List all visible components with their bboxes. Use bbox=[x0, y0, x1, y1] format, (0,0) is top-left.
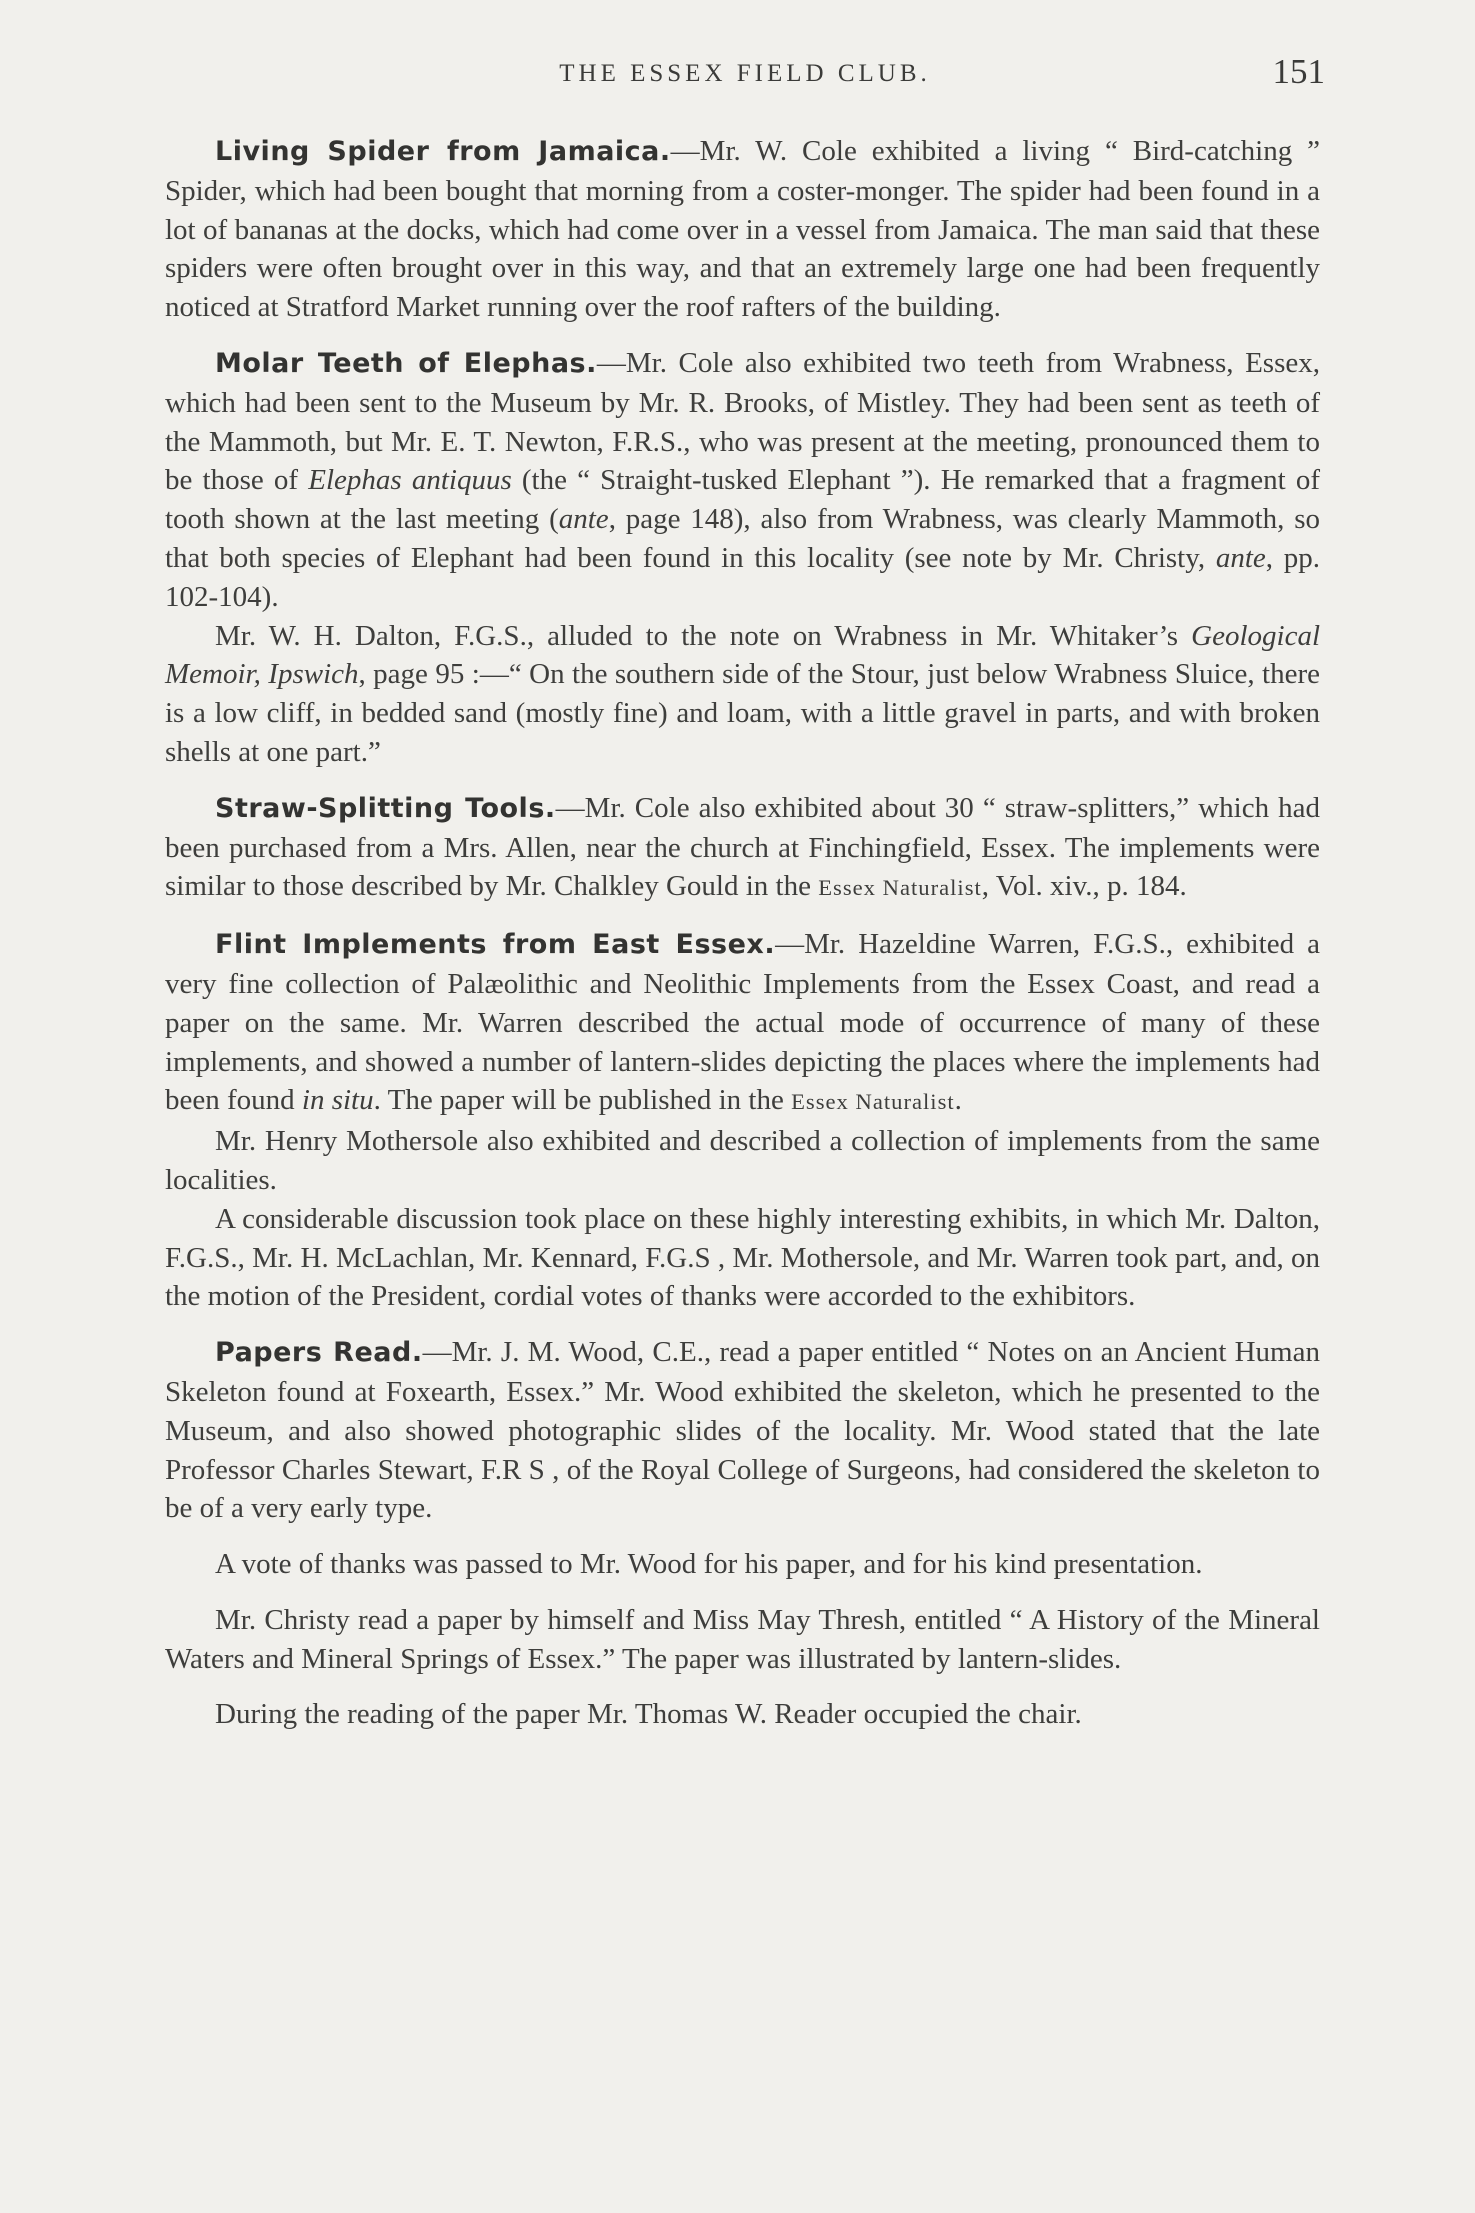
italic-text: ante bbox=[558, 503, 609, 536]
section-heading: Straw-Splitting Tools. bbox=[215, 792, 556, 824]
paragraph-vote-of-thanks: A vote of thanks was passed to Mr. Wood for his paper, and for his kind presentation. bbox=[215, 1548, 1203, 1581]
paragraph-chair: During the reading of the paper Mr. Thomas W. Reader occupied the chair. bbox=[215, 1698, 1082, 1731]
paragraph-text: , Vol. xiv., p. 184. bbox=[981, 870, 1187, 903]
paragraph-text: —Mr. Cole also exhibited two teeth from Wrabness, Essex, which had been sent to the Museum by Mr. R. Brooks, of Mistley. They had been sent as teeth of the Mammoth, but Mr. E. T. Newton, F.R.S., who was present at the meeting, pronounced them to be those of bbox=[165, 346, 1320, 497]
paragraph-text: . bbox=[954, 1084, 962, 1117]
paragraph-papers-read bbox=[165, 1333, 1320, 1528]
paragraph-text: . The paper will be published in the bbox=[373, 1084, 792, 1117]
body-text bbox=[165, 132, 1320, 1734]
paragraph-text: —Mr. W. Cole exhibited a living “ Bird-catching ” Spider, which had been bought that morning from a coster-monger. The spider had been found in a lot of bananas at the docks, which had come over in a vessel from Jamaica. The man said that these spiders were often brought over in this way, and that an extremely large one had been frequently noticed at Stratford Market running over the roof rafters of the building. bbox=[165, 135, 1320, 324]
section-heading: Papers Read. bbox=[215, 1337, 423, 1369]
paragraph-straw-splitting bbox=[165, 789, 1320, 908]
section-heading: Living Spider from Jamaica. bbox=[215, 136, 671, 167]
journal-name: Essex Naturalist bbox=[818, 875, 982, 901]
running-head bbox=[165, 52, 1325, 96]
paragraph-living-spider bbox=[165, 132, 1320, 327]
paragraph-mothersole: Mr. Henry Mothersole also exhibited and described a collection of implements from the same localities. bbox=[165, 1125, 1320, 1196]
italic-text: Elephas antiquus bbox=[308, 464, 512, 497]
paragraph-text: —Mr. Cole also exhibited about 30 “ straw-splitters,” which had been purchased from a Mrs. Allen, near the church at Finchingfield, Essex. The implements were similar to those described by Mr. Chalkley Gould in the bbox=[165, 791, 1320, 903]
paragraph-text: —Mr. J. M. Wood, C.E., read a paper entitled “ Notes on an Ancient Human Skeleton found at Foxearth, Essex.” Mr. Wood exhibited the skeleton, which he presented to the Museum, and also showed photographic slides of the locality. Mr. Wood stated that the late Professor Charles Stewart, F.R S , of the Royal College of Surgeons, had considered the skeleton to be of a very early type. bbox=[165, 1336, 1320, 1525]
running-title: THE ESSEX FIELD CLUB. bbox=[559, 60, 931, 87]
italic-text: ante bbox=[1215, 541, 1266, 574]
section-heading: Flint Implements from East Essex. bbox=[215, 929, 776, 961]
paragraph-christy-paper: Mr. Christy read a paper by himself and Miss May Thresh, entitled “ A History of the Mineral Waters and Mineral Springs of Essex.” The paper was illustrated by lantern-slides. bbox=[165, 1603, 1320, 1675]
paragraph-text: , pp. 102-104). bbox=[165, 541, 1320, 613]
section-heading: Molar Teeth of Elephas. bbox=[215, 347, 597, 379]
paragraph-text: Mr. W. H. Dalton, F.G.S., alluded to the note on Wrabness in Mr. Whitaker’s bbox=[215, 619, 1192, 652]
paragraph-text: —Mr. Hazeldine Warren, F.G.S., exhibited a very fine collection of Palæolithic and Neolithic Implements from the Essex Coast, and read a paper on the same. Mr. Warren described the actual mode of occurrence of many of these implements, and showed a number of lantern-slides depicting the places where the implements had been found bbox=[165, 928, 1321, 1117]
italic-text: in situ bbox=[301, 1084, 374, 1117]
italic-text: Geological Memoir, Ipswich bbox=[165, 619, 1320, 691]
paragraph-text: , page 148), also from Wrabness, was clearly Mammoth, so that both species of Elephant had been found in this locality (see note by Mr. Christy, bbox=[165, 503, 1320, 574]
paragraph-discussion: A considerable discussion took place on these highly interesting exhibits, in which Mr. Dalton, F.G.S., Mr. H. McLachlan, Mr. Kennard, F.G.S , Mr. Mothersole, and Mr. Warren took part, and, on the motion of the President, cordial votes of thanks were accorded to the exhibitors. bbox=[165, 1202, 1320, 1313]
paragraph-dalton bbox=[165, 617, 1320, 772]
paragraph-molar-teeth bbox=[165, 344, 1320, 617]
paragraph-flint-implements bbox=[165, 925, 1320, 1122]
paragraph-text: , page 95 :—“ On the southern side of the Stour, just below Wrabness Sluice, there is a low cliff, in bedded sand (mostly fine) and loam, with a little gravel in parts, and with broken shells at one part.” bbox=[165, 658, 1320, 768]
paragraph-text: (the “ Straight-tusked Elephant ”). He remarked that a fragment of tooth shown at the last meeting ( bbox=[165, 464, 1320, 536]
journal-name: Essex Naturalist bbox=[791, 1089, 955, 1115]
page-number: 151 bbox=[1272, 52, 1325, 91]
